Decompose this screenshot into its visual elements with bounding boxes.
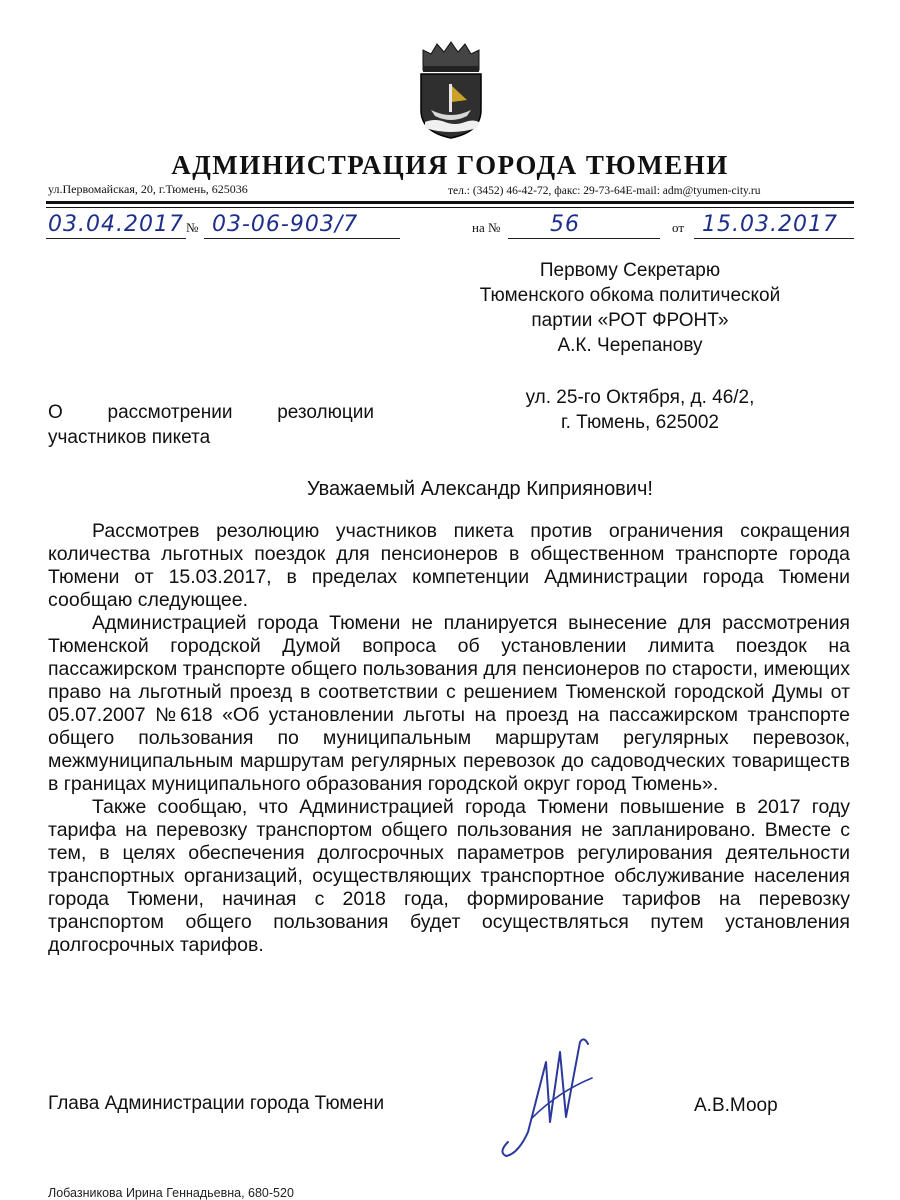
body-paragraph: Администрацией города Тюмени не планируется вынесение для рассмотрения Тюменской городской Думой вопроса об установлении лимита поездок на пассажирском транспорте общего пользования для пенсионеров по старости, имеющих право на льготный проезд в соответствии с решением Тюменской городской Думы от 05.07.2007 №618 «Об установлении льготы на проезд на пассажирском транспорте общего пользования по муниципальным маршрутам регулярных перевозок, межмуниципальным маршрутам регулярных перевозок до садоводческих товариществ в границах муниципального образования городской округ город Тюмень».	[48, 612, 850, 795]
organization-address: ул.Первомайская, 20, г.Тюмень, 625036	[48, 182, 248, 196]
incoming-date: 15.03.2017	[702, 212, 838, 237]
header-divider-thick	[46, 201, 854, 204]
outgoing-date-line	[46, 238, 186, 239]
incoming-number-line	[508, 238, 660, 239]
header-divider-thin	[46, 207, 854, 208]
number-label: №	[186, 220, 199, 235]
addressee-address-line: г. Тюмень, 625002	[561, 412, 719, 433]
letter-body	[48, 520, 850, 957]
addressee-block	[440, 258, 820, 358]
incoming-date-label: от	[672, 220, 685, 235]
organization-contacts: тел.: (3452) 46-42-72, факс: 29-73-64E-mail: adm@tyumen-city.ru	[448, 185, 761, 197]
outgoing-number: 03-06-903/7	[212, 212, 359, 237]
city-coat-of-arms-icon	[415, 40, 487, 140]
body-paragraph: Также сообщаю, что Администрацией города Тюмени повышение в 2017 году тарифа на перевозку транспортом общего пользования не запланировано. Вместе с тем, в целях обеспечения долгосрочных параметров регулирования деятельности транспортных организаций, осуществляющих транспортное обслуживание населения города Тюмени, начиная с 2018 года, формирование тарифов на перевозку транспортом общего пользования будет осуществляться путем установления долгосрочных тарифов.	[48, 796, 850, 956]
addressee-line: партии «РОТ ФРОНТ»	[531, 310, 729, 331]
subject-line: О рассмотрении резолюции	[48, 402, 374, 423]
organization-title: АДМИНИСТРАЦИЯ ГОРОДА ТЮМЕНИ	[171, 150, 729, 180]
executor-info: Лобазникова Ирина Геннадьевна, 680-520	[48, 1186, 294, 1200]
addressee-address	[450, 385, 830, 435]
signatory-name: А.В.Моор	[694, 1095, 778, 1116]
addressee-line: Первому Секретарю	[539, 260, 721, 281]
outgoing-number-line	[204, 238, 400, 239]
handwritten-signature-icon	[488, 1022, 608, 1162]
addressee-line: А.К. Черепанову	[557, 335, 703, 356]
subject-line: участников пикета	[48, 427, 211, 448]
outgoing-date: 03.04.2017	[48, 212, 184, 237]
body-paragraph: Рассмотрев резолюцию участников пикета против ограничения сокращения количества льготных поездок для пенсионеров в общественном транспорте города Тюмени от 15.03.2017, в пределах компетенции Администрации города Тюмени сообщаю следующее.	[48, 520, 850, 611]
salutation: Уважаемый Александр Киприянович!	[307, 478, 653, 500]
addressee-address-line: ул. 25-го Октября, д. 46/2,	[525, 387, 755, 408]
addressee-line: Тюменского обкома политической	[479, 285, 781, 306]
signatory-title: Глава Администрации города Тюмени	[48, 1093, 385, 1114]
incoming-number-label: на №	[472, 220, 501, 235]
letter-subject	[48, 400, 374, 450]
incoming-number: 56	[550, 212, 580, 237]
incoming-date-line	[694, 238, 854, 239]
